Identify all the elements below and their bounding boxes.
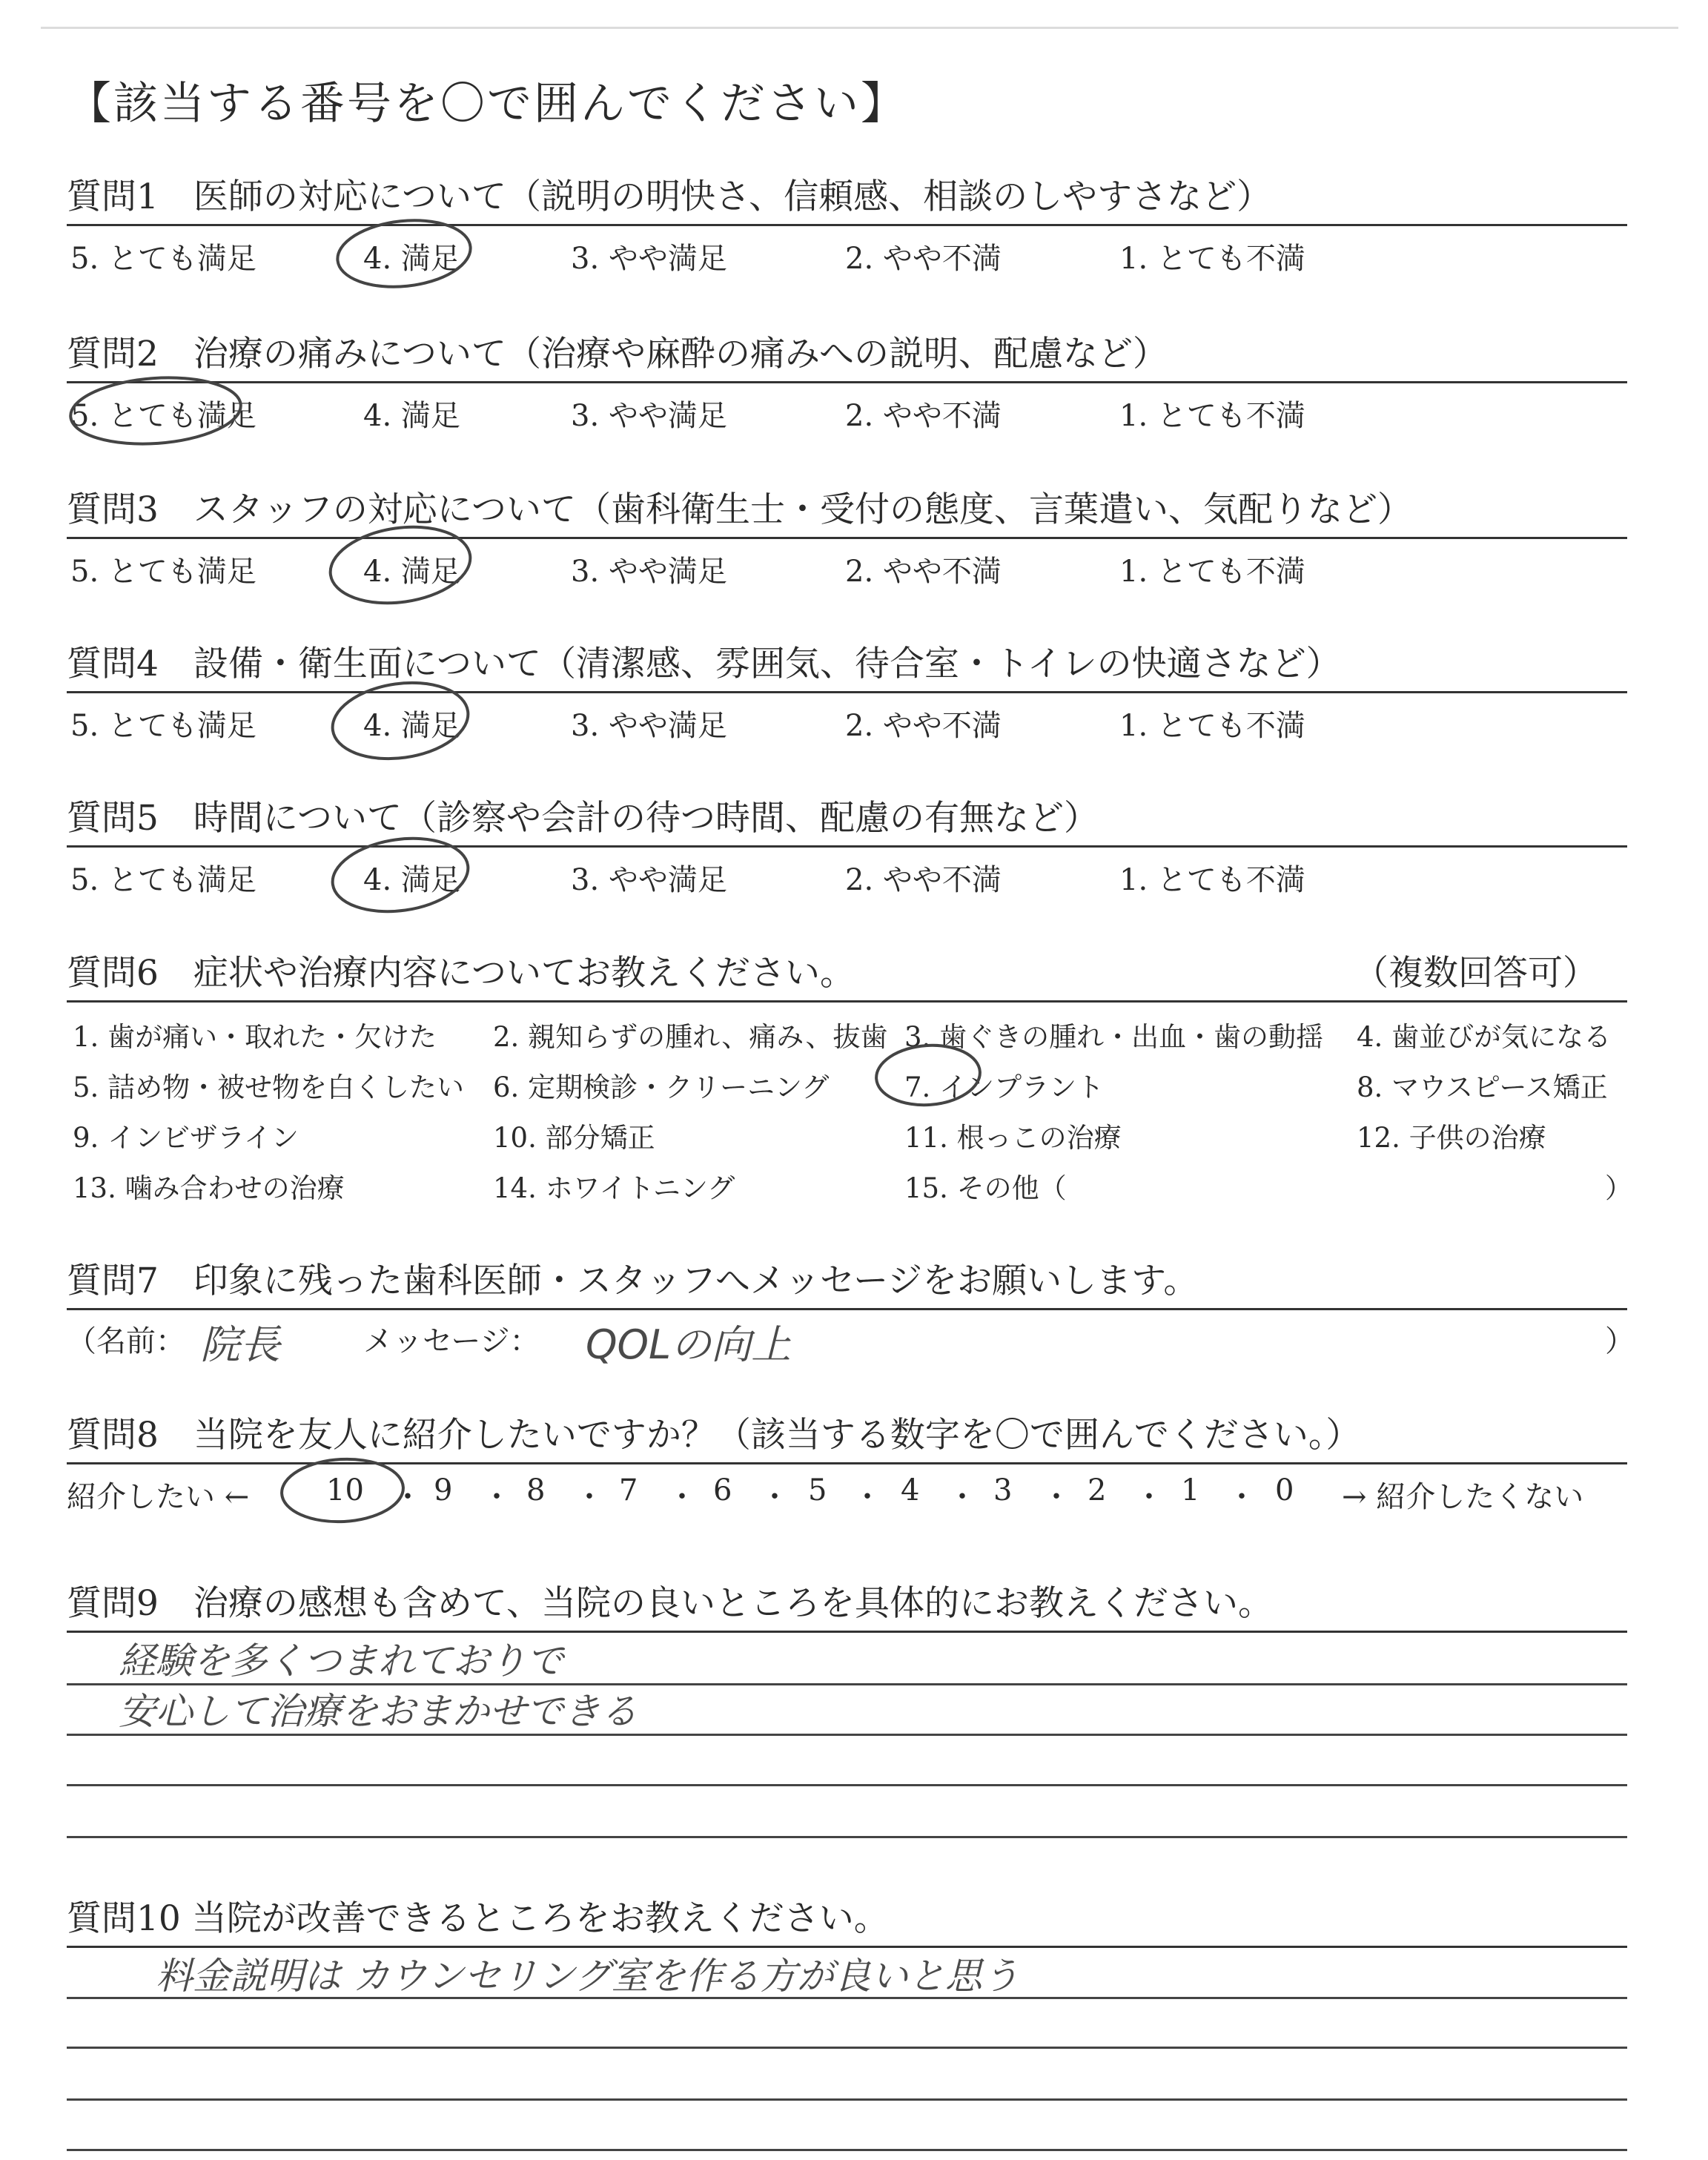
q8-dot: ・ xyxy=(853,1480,882,1514)
q8-scale-6[interactable]: 6 xyxy=(713,1473,732,1507)
q6-item-11[interactable]: 11. 根っこの治療 xyxy=(904,1122,1122,1154)
q6-item-5[interactable]: 5. 詰め物・被せ物を白くしたい xyxy=(73,1071,465,1103)
question-6-multiple-note: （複数回答可） xyxy=(1354,953,1598,994)
question-8-scale xyxy=(67,1464,1627,1516)
q8-dot: ・ xyxy=(667,1480,697,1514)
q4-option-5[interactable]: 5. とても満足 xyxy=(70,709,256,743)
question-3-options xyxy=(67,539,1627,591)
q2-option-4[interactable]: 4. 満足 xyxy=(363,399,460,433)
q10-answer-text-1[interactable]: 料金説明は カウンセリング室を作る方が良いと思う xyxy=(156,1955,1019,1998)
question-2-title: 質問2 治療の痛みについて（治療や麻酔の痛みへの説明、配慮など） xyxy=(67,334,1168,374)
question-1-title: 質問1 医師の対応について（説明の明快さ、信頼感、相談のしやすさなど） xyxy=(67,176,1272,217)
q6-item-4[interactable]: 4. 歯並びが気になる xyxy=(1357,1021,1612,1053)
question-10 xyxy=(67,1891,1627,1948)
question-4 xyxy=(67,636,1627,745)
q6-item-10[interactable]: 10. 部分矯正 xyxy=(493,1122,655,1154)
q8-dot: ・ xyxy=(1134,1480,1164,1514)
q7-message-value[interactable]: QOLの向上 xyxy=(586,1321,792,1368)
q5-option-2[interactable]: 2. やや不満 xyxy=(845,863,1002,897)
q9-answer-line-4 xyxy=(67,1836,1627,1838)
q6-item-12[interactable]: 12. 子供の治療 xyxy=(1357,1122,1546,1154)
question-9 xyxy=(67,1576,1627,1633)
q7-name-value[interactable]: 院長 xyxy=(200,1321,280,1368)
q8-dot: ・ xyxy=(393,1480,423,1514)
q2-option-3[interactable]: 3. やや満足 xyxy=(571,399,727,433)
q8-scale-3[interactable]: 3 xyxy=(993,1473,1013,1507)
q6-item-14[interactable]: 14. ホワイトニング xyxy=(493,1172,735,1204)
q6-item-3[interactable]: 3. 歯ぐきの腫れ・出血・歯の動揺 xyxy=(904,1021,1324,1053)
question-10-title: 質問10 当院が改善できるところをお教えください。 xyxy=(67,1898,889,1939)
q2-option-2[interactable]: 2. やや不満 xyxy=(845,399,1002,433)
question-7 xyxy=(67,1253,1635,1368)
q5-option-1[interactable]: 1. とても不満 xyxy=(1119,863,1305,897)
q8-dot: ・ xyxy=(575,1480,604,1514)
question-6 xyxy=(67,945,1632,1210)
q4-option-3[interactable]: 3. やや満足 xyxy=(571,709,727,743)
q6-item-15[interactable]: 15. その他（ xyxy=(904,1172,1067,1204)
question-8-title: 質問8 当院を友人に紹介したいですか？（該当する数字を〇で囲んでください。） xyxy=(67,1415,1361,1456)
q5-option-3[interactable]: 3. やや満足 xyxy=(571,863,727,897)
q3-option-1[interactable]: 1. とても不満 xyxy=(1119,555,1305,589)
question-4-options xyxy=(67,693,1627,745)
q2-option-1[interactable]: 1. とても不満 xyxy=(1119,399,1305,433)
q5-option-4[interactable]: 4. 満足 xyxy=(363,863,460,897)
q5-option-5[interactable]: 5. とても満足 xyxy=(70,863,256,897)
q8-scale-7[interactable]: 7 xyxy=(619,1473,638,1507)
question-9-title: 質問9 治療の感想も含めて、当院の良いところを具体的にお教えください。 xyxy=(67,1583,1273,1624)
q1-option-3[interactable]: 3. やや満足 xyxy=(571,242,727,276)
question-1 xyxy=(67,169,1627,278)
q8-right-label: → 紹介したくない xyxy=(1342,1480,1584,1514)
q8-dot: ・ xyxy=(760,1480,790,1514)
question-4-title: 質問4 設備・衛生面について（清潔感、雰囲気、待合室・トイレの快適さなど） xyxy=(67,644,1341,684)
q1-option-1[interactable]: 1. とても不満 xyxy=(1119,242,1305,276)
q1-option-2[interactable]: 2. やや不満 xyxy=(845,242,1002,276)
top-border xyxy=(41,27,1678,29)
q6-item-1[interactable]: 1. 歯が痛い・取れた・欠けた xyxy=(73,1021,437,1053)
q8-scale-1[interactable]: 1 xyxy=(1181,1473,1200,1507)
q8-scale-10[interactable]: 10 xyxy=(326,1473,364,1507)
q10-answer-line-4 xyxy=(67,2149,1627,2151)
question-6-title-text: 質問6 症状や治療内容についてお教えください。 xyxy=(67,953,855,994)
q3-option-2[interactable]: 2. やや不満 xyxy=(845,555,1002,589)
question-2 xyxy=(67,326,1627,435)
q3-option-5[interactable]: 5. とても満足 xyxy=(70,555,256,589)
q6-item-7[interactable]: 7. インプラント xyxy=(904,1071,1105,1103)
q7-message-label: メッセージ： xyxy=(363,1324,540,1358)
q10-answer-line-3 xyxy=(67,2098,1627,2101)
question-5-title: 質問5 時間について（診察や会計の待つ時間、配慮の有無など） xyxy=(67,798,1099,839)
q4-option-1[interactable]: 1. とても不満 xyxy=(1119,709,1305,743)
q6-other-close-paren: ） xyxy=(1605,1172,1632,1204)
q6-item-6[interactable]: 6. 定期検診・クリーニング xyxy=(493,1071,830,1103)
q6-item-9[interactable]: 9. インビザライン xyxy=(73,1122,299,1154)
q8-dot: ・ xyxy=(1227,1480,1257,1514)
question-8 xyxy=(67,1407,1627,1516)
q9-answer-line-3 xyxy=(67,1784,1627,1786)
q9-answer-text-2[interactable]: 安心して治療をおまかせできる xyxy=(119,1690,638,1733)
question-2-options xyxy=(67,383,1627,435)
question-6-title xyxy=(67,945,1627,1000)
q10-answer-line-2 xyxy=(67,2047,1627,2049)
question-6-options-grid xyxy=(67,1003,1632,1210)
q4-option-4[interactable]: 4. 満足 xyxy=(363,709,460,743)
q1-option-4[interactable]: 4. 満足 xyxy=(363,242,460,276)
question-7-title: 質問7 印象に残った歯科医師・スタッフへメッセージをお願いします。 xyxy=(67,1261,1199,1301)
question-3 xyxy=(67,482,1627,591)
q8-scale-2[interactable]: 2 xyxy=(1088,1473,1107,1507)
question-7-message-row xyxy=(67,1310,1635,1368)
q8-scale-9[interactable]: 9 xyxy=(434,1473,453,1507)
q6-item-8[interactable]: 8. マウスピース矯正 xyxy=(1357,1071,1608,1103)
q8-scale-5[interactable]: 5 xyxy=(808,1473,827,1507)
q6-item-13[interactable]: 13. 噛み合わせの治療 xyxy=(73,1172,345,1204)
q4-option-2[interactable]: 2. やや不満 xyxy=(845,709,1002,743)
q2-option-5[interactable]: 5. とても満足 xyxy=(70,399,256,433)
q3-option-3[interactable]: 3. やや満足 xyxy=(571,555,727,589)
q8-dot: ・ xyxy=(482,1480,512,1514)
q8-dot: ・ xyxy=(947,1480,977,1514)
q9-answer-text-1[interactable]: 経験を多くつまれておりで xyxy=(119,1639,563,1682)
question-5-options xyxy=(67,848,1627,899)
q6-item-2[interactable]: 2. 親知らずの腫れ、痛み、抜歯 xyxy=(493,1021,888,1053)
question-3-title: 質問3 スタッフの対応について（歯科衛生士・受付の態度、言葉遣い、気配りなど） xyxy=(67,489,1412,530)
q7-name-label: （名前： xyxy=(67,1324,185,1358)
q8-scale-8[interactable]: 8 xyxy=(526,1473,546,1507)
q8-scale-4[interactable]: 4 xyxy=(901,1473,920,1507)
form-instruction-header: 【該当する番号を〇で囲んでください】 xyxy=(67,78,907,130)
q1-option-5[interactable]: 5. とても満足 xyxy=(70,242,256,276)
q7-close-paren: ） xyxy=(1605,1324,1635,1358)
q8-dot: ・ xyxy=(1042,1480,1071,1514)
question-5 xyxy=(67,790,1627,899)
q8-scale-0[interactable]: 0 xyxy=(1275,1473,1294,1507)
question-1-options xyxy=(67,226,1627,278)
q8-left-label: 紹介したい ← xyxy=(67,1480,250,1514)
q3-option-4[interactable]: 4. 満足 xyxy=(363,555,460,589)
